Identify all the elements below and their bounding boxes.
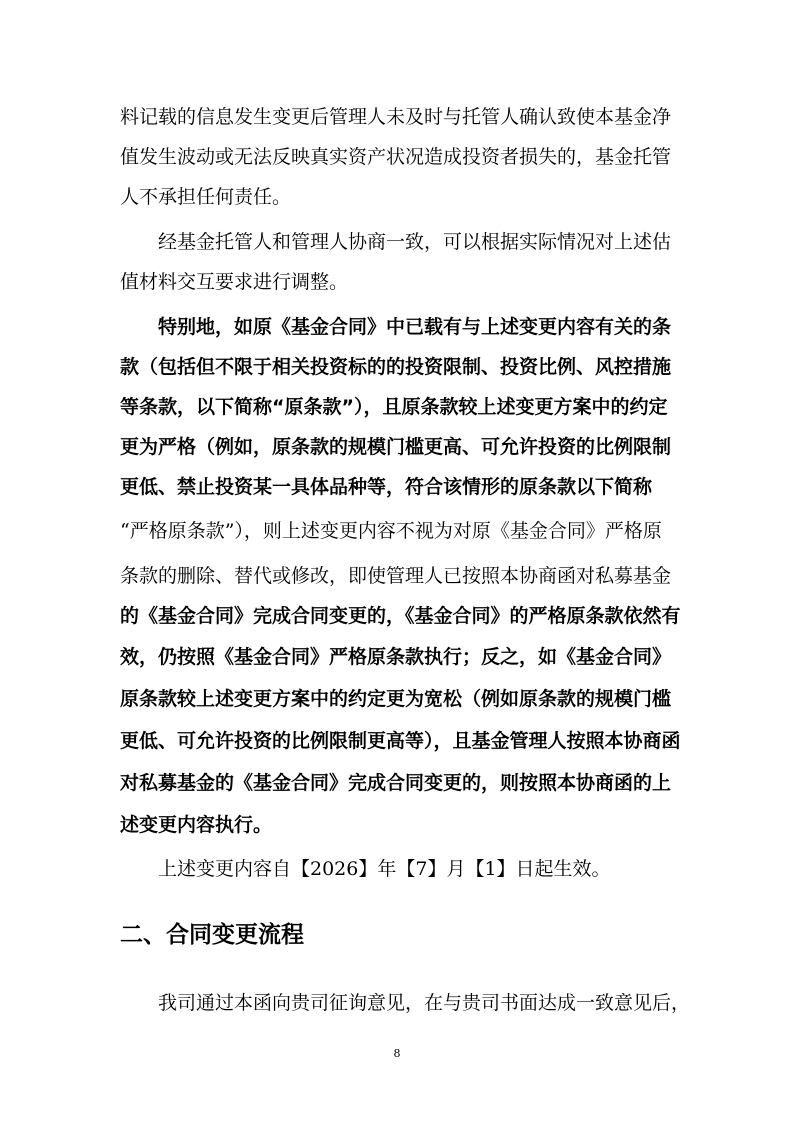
paragraph-line: 值发生波动或无法反映真实资产状况造成投资者损失的，基金托管 xyxy=(120,146,672,168)
paragraph-line: 值材料交互要求进行调整。 xyxy=(120,271,349,293)
paragraph-line: 料记载的信息发生变更后管理人未及时与托管人确认致使本基金净 xyxy=(120,106,672,128)
paragraph-line: 对私募基金的《基金合同》完成合同变更的，则按照本协商函的上 xyxy=(120,772,672,794)
paragraph-line: 更低、可允许投资的比例限制更高等），且基金管理人按照本协商函 xyxy=(120,730,681,752)
paragraph-line: 款（包括但不限于相关投资标的的投资限制、投资比例、风控措施 xyxy=(120,356,672,378)
paragraph-line: 更为严格（例如，原条款的规模门槛更高、可允许投资的比例限制 xyxy=(120,436,672,458)
paragraph-line: 原条款较上述变更方案中的约定更为宽松（例如原条款的规模门槛 xyxy=(120,688,672,710)
paragraph-line: 效，仍按照《基金合同》严格原条款执行；反之，如《基金合同》 xyxy=(120,646,672,668)
paragraph-line: 述变更内容执行。 xyxy=(120,814,273,836)
paragraph-line: 我司通过本函向贵司征询意见，在与贵司书面达成一致意见后， xyxy=(158,992,691,1014)
paragraph-line: 条款的删除、替代或修改，即使管理人已按照本协商函对私募基金 xyxy=(120,565,672,587)
paragraph-line: 的《基金合同》完成合同变更的，《基金合同》的严格原条款依然有 xyxy=(120,605,681,627)
page-number: 8 xyxy=(393,1047,401,1060)
paragraph-line: 等条款，以下简称“原条款”），且原条款较上述变更方案中的约定 xyxy=(120,396,668,418)
paragraph-line: 特别地，如原《基金合同》中已载有与上述变更内容有关的条 xyxy=(158,316,672,338)
paragraph-line: 经基金托管人和管理人协商一致，可以根据实际情况对上述估 xyxy=(158,231,672,253)
paragraph-line: 上述变更内容自【2026】年【7】月【1】日起生效。 xyxy=(158,858,611,880)
section-heading: 二、合同变更流程 xyxy=(120,922,304,948)
paragraph-line: “严格原条款”），则上述变更内容不视为对原《基金合同》严格原 xyxy=(120,520,662,542)
paragraph-line: 人不承担任何责任。 xyxy=(120,186,292,208)
paragraph-line: 更低、禁止投资某一具体品种等，符合该情形的原条款以下简称 xyxy=(120,476,653,498)
